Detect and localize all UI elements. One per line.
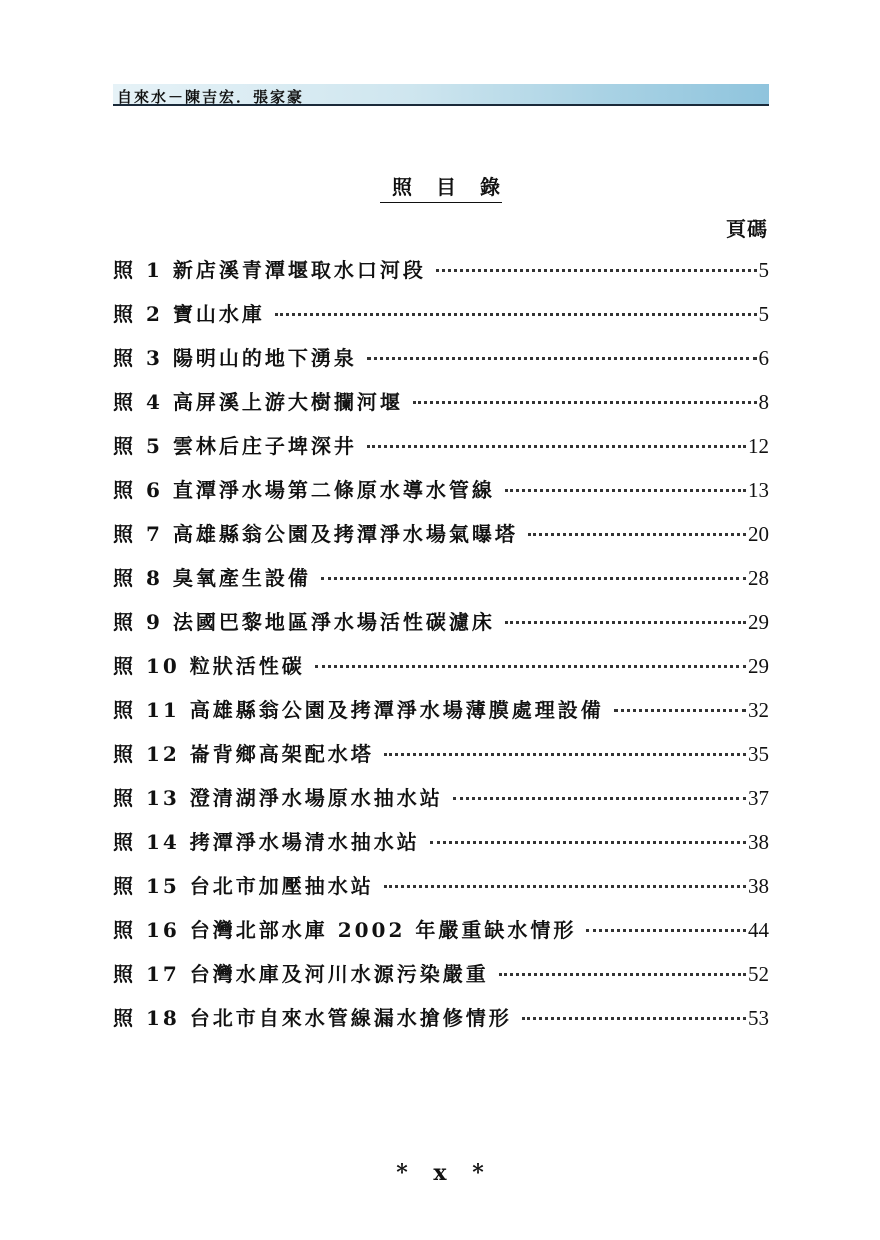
entry-label: 照 15 台北市加壓抽水站 <box>113 874 374 898</box>
page-number-column-label: 頁碼 <box>726 217 768 241</box>
photo-index-list <box>113 254 769 1046</box>
entry-label: 照 1 新店溪青潭堰取水口河段 <box>113 258 426 282</box>
entry-page-number: 12 <box>748 434 769 458</box>
dot-leader <box>367 357 757 360</box>
entry-page-number: 44 <box>748 918 769 942</box>
dot-leader <box>499 973 746 976</box>
list-item <box>113 430 769 474</box>
dot-leader <box>505 489 746 492</box>
entry-page-number: 38 <box>748 830 769 854</box>
dot-leader <box>321 577 746 580</box>
entry-page-number: 20 <box>748 522 769 546</box>
dot-leader <box>315 665 746 668</box>
dot-leader <box>384 753 746 756</box>
dot-leader <box>522 1017 746 1020</box>
entry-label: 照 2 寶山水庫 <box>113 302 265 326</box>
dot-leader <box>430 841 746 844</box>
list-item <box>113 342 769 386</box>
list-item <box>113 738 769 782</box>
dot-leader <box>586 929 746 932</box>
page-title: 照目錄 <box>380 171 502 203</box>
page-number-footer: * x * <box>396 1160 484 1186</box>
list-item <box>113 298 769 342</box>
entry-page-number: 38 <box>748 874 769 898</box>
entry-label: 照 6 直潭淨水場第二條原水導水管線 <box>113 478 495 502</box>
entry-page-number: 35 <box>748 742 769 766</box>
list-item <box>113 1002 769 1046</box>
list-item <box>113 870 769 914</box>
entry-label: 照 18 台北市自來水管線漏水搶修情形 <box>113 1006 512 1030</box>
entry-page-number: 28 <box>748 566 769 590</box>
entry-label: 照 10 粒狀活性碳 <box>113 654 305 678</box>
list-item <box>113 254 769 298</box>
list-item <box>113 474 769 518</box>
list-item <box>113 650 769 694</box>
entry-label: 照 11 高雄縣翁公園及拷潭淨水場薄膜處理設備 <box>113 698 604 722</box>
entry-page-number: 52 <box>748 962 769 986</box>
running-header <box>113 84 769 106</box>
entry-page-number: 37 <box>748 786 769 810</box>
entry-label: 照 8 臭氧產生設備 <box>113 566 311 590</box>
list-item <box>113 562 769 606</box>
entry-page-number: 6 <box>758 346 769 370</box>
entry-label: 照 12 崙背鄉高架配水塔 <box>113 742 374 766</box>
dot-leader <box>505 621 746 624</box>
entry-label: 照 17 台灣水庫及河川水源污染嚴重 <box>113 962 489 986</box>
entry-page-number: 5 <box>758 258 769 282</box>
entry-label: 照 14 拷潭淨水場清水抽水站 <box>113 830 420 854</box>
entry-label: 照 7 高雄縣翁公園及拷潭淨水場氣曝塔 <box>113 522 518 546</box>
dot-leader <box>453 797 746 800</box>
dot-leader <box>413 401 757 404</box>
dot-leader <box>528 533 746 536</box>
list-item <box>113 914 769 958</box>
entry-page-number: 29 <box>748 610 769 634</box>
entry-label: 照 16 台灣北部水庫 2002 年嚴重缺水情形 <box>113 918 577 942</box>
entry-label: 照 4 高屏溪上游大樹攔河堰 <box>113 390 403 414</box>
entry-page-number: 5 <box>758 302 769 326</box>
entry-page-number: 29 <box>748 654 769 678</box>
list-item <box>113 782 769 826</box>
list-item <box>113 958 769 1002</box>
entry-page-number: 53 <box>748 1006 769 1030</box>
list-item <box>113 826 769 870</box>
entry-label: 照 3 陽明山的地下湧泉 <box>113 346 357 370</box>
dot-leader <box>614 709 746 712</box>
entry-page-number: 8 <box>758 390 769 414</box>
list-item <box>113 694 769 738</box>
entry-page-number: 13 <box>748 478 769 502</box>
list-item <box>113 606 769 650</box>
dot-leader <box>275 313 757 316</box>
list-item <box>113 518 769 562</box>
dot-leader <box>436 269 757 272</box>
list-item <box>113 386 769 430</box>
dot-leader <box>384 885 746 888</box>
entry-label: 照 13 澄清湖淨水場原水抽水站 <box>113 786 443 810</box>
entry-page-number: 32 <box>748 698 769 722</box>
dot-leader <box>367 445 746 448</box>
running-header-title: 自來水－陳吉宏．張家豪 <box>117 88 305 106</box>
entry-label: 照 5 雲林后庄子埤深井 <box>113 434 357 458</box>
entry-label: 照 9 法國巴黎地區淨水場活性碳濾床 <box>113 610 495 634</box>
